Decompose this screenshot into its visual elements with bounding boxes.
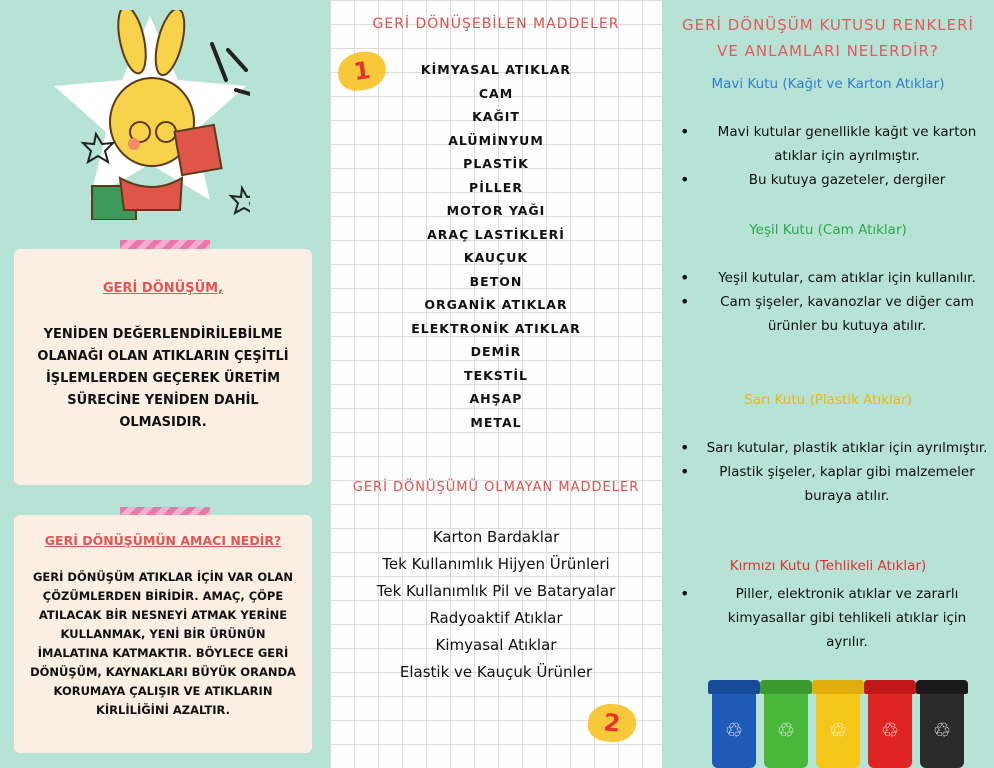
recycle-icon: ♲	[725, 718, 743, 742]
list-item: ELEKTRONİK ATIKLAR	[411, 320, 581, 336]
yellow-bin	[814, 680, 862, 768]
list-item: Tek Kullanımlık Hijyen Ürünleri	[382, 555, 610, 573]
bin-section-title: Kırmızı Kutu (Tehlikeli Atıklar)	[729, 558, 927, 574]
recycle-icon: ♲	[829, 718, 847, 742]
recycle-icon: ♲	[933, 718, 951, 742]
heading-line-2: VE ANLAMLARI NELERDİR?	[717, 42, 939, 60]
bullet-item: • Cam şişeler, kavanozlar ve diğer cam ürünler bu kutuya atılır.	[676, 290, 988, 338]
bin-lid	[864, 680, 916, 694]
bullet-item: • Plastik şişeler, kaplar gibi malzemeler buraya atılır.	[676, 460, 988, 508]
bullet-item: • Bu kutuya gazeteler, dergiler	[676, 168, 988, 192]
list-item: MOTOR YAĞI	[446, 203, 546, 218]
list-item: TEKSTİL	[464, 367, 528, 383]
list-item: PLASTİK	[463, 156, 529, 171]
heading-line-1: GERİ DÖNÜŞÜM KUTUSU RENKLERİ	[682, 16, 974, 34]
nonrecyclable-title: GERİ DÖNÜŞÜMÜ OLMAYAN MADDELER	[352, 480, 640, 495]
bin-lid	[812, 680, 864, 694]
purpose-text: GERİ DÖNÜŞÜM ATIKLAR İÇİN VAR OLAN ÇÖZÜMLERDEN BİRİDİR. AMAÇ, ÇÖPE ATILACAK BİR NESNEYİ ATMAK YERİNE KULLANMAK, YENİ BİR ÜRÜNÜN İMALATINA KATMAKTIR. BÖYLECE GERİ DÖNÜŞÜM, KAYNAKLARI BÜYÜK ORANDA KORUMAYA ÇALIŞIR VE ATIKLARIN KİRLİLİĞİNİ AZALTIR.	[30, 570, 296, 717]
number-badge-2	[586, 702, 638, 745]
bullet-item: • Mavi kutular genellikle kağıt ve karton atıklar için ayrılmıştır.	[676, 120, 988, 168]
list-item: KİMYASAL ATIKLAR	[420, 62, 572, 77]
bin-lid	[760, 680, 812, 694]
list-item: ORGANİK ATIKLAR	[424, 297, 568, 312]
list-item: PİLLER	[469, 179, 523, 195]
bin-section-bullets	[676, 120, 988, 192]
list-item: METAL	[470, 414, 522, 430]
bin-section-bullets	[676, 582, 988, 654]
bin-section-title: Mavi Kutu (Kağıt ve Karton Atıklar)	[711, 76, 945, 92]
bullet-item: • Yeşil kutular, cam atıklar için kullanılır.	[676, 266, 988, 290]
list-item: BETON	[469, 273, 523, 289]
green-bin	[762, 680, 810, 768]
recycle-icon: ♲	[881, 718, 899, 742]
list-item: ALÜMİNYUM	[448, 132, 544, 148]
recyclable-list	[330, 62, 662, 438]
recycle-icon: ♲	[777, 718, 795, 742]
badge-number: 2	[602, 708, 622, 738]
recyclable-title: GERİ DÖNÜŞEBİLEN MADDELER	[372, 16, 620, 32]
reading-bunny-illustration	[50, 10, 250, 220]
definition-text: YENİDEN DEĞERLENDİRİLEBİLME OLANAĞI OLAN ATIKLARIN ÇEŞİTLİ İŞLEMLERDEN GEÇEREK ÜRETİM SÜRECİNE YENİDEN DAHİL OLMASIDIR.	[37, 327, 289, 430]
middle-panel	[330, 0, 662, 768]
bin-section-bullets	[676, 266, 988, 338]
left-panel	[0, 0, 330, 768]
definition-title: GERİ DÖNÜŞÜM,	[103, 281, 223, 296]
definition-card	[14, 249, 312, 485]
list-item: Karton Bardaklar	[432, 528, 560, 546]
list-item: CAM	[478, 85, 514, 101]
nonrecyclable-list	[330, 528, 662, 690]
list-item: Tek Kullanımlık Pil ve Bataryalar	[376, 582, 616, 600]
list-item: Elastik ve Kauçuk Ürünler	[399, 663, 593, 681]
bullet-item: • Piller, elektronik atıklar ve zararlı kimyasallar gibi tehlikeli atıklar için ayrılır.	[676, 582, 988, 654]
bin-section-bullets	[676, 436, 988, 508]
list-item: Kimyasal Atıklar	[435, 636, 557, 654]
list-item: Radyoaktif Atıklar	[429, 609, 563, 627]
list-item: KAUÇUK	[463, 250, 529, 265]
bin-lid	[708, 680, 760, 694]
list-item: KAĞIT	[472, 109, 520, 124]
bin-section-title: Sarı Kutu (Plastik Atıklar)	[744, 392, 912, 408]
black-bin	[918, 680, 966, 768]
purpose-card	[14, 515, 312, 753]
recycling-bins-illustration	[710, 672, 968, 768]
red-bin	[866, 680, 914, 768]
right-panel	[662, 0, 994, 768]
bin-colors-heading	[662, 12, 994, 64]
list-item: AHŞAP	[469, 391, 523, 406]
list-item: ARAÇ LASTİKLERİ	[427, 226, 565, 242]
blue-bin	[710, 680, 758, 768]
bin-lid	[916, 680, 968, 694]
badge-number: 1	[351, 55, 373, 87]
bin-section-title: Yeşil Kutu (Cam Atıklar)	[749, 222, 907, 238]
purpose-title: GERİ DÖNÜŞÜMÜN AMACI NEDİR?	[44, 533, 282, 548]
list-item: DEMİR	[470, 344, 522, 359]
bullet-item: • Sarı kutular, plastik atıklar için ayrılmıştır.	[676, 436, 988, 460]
